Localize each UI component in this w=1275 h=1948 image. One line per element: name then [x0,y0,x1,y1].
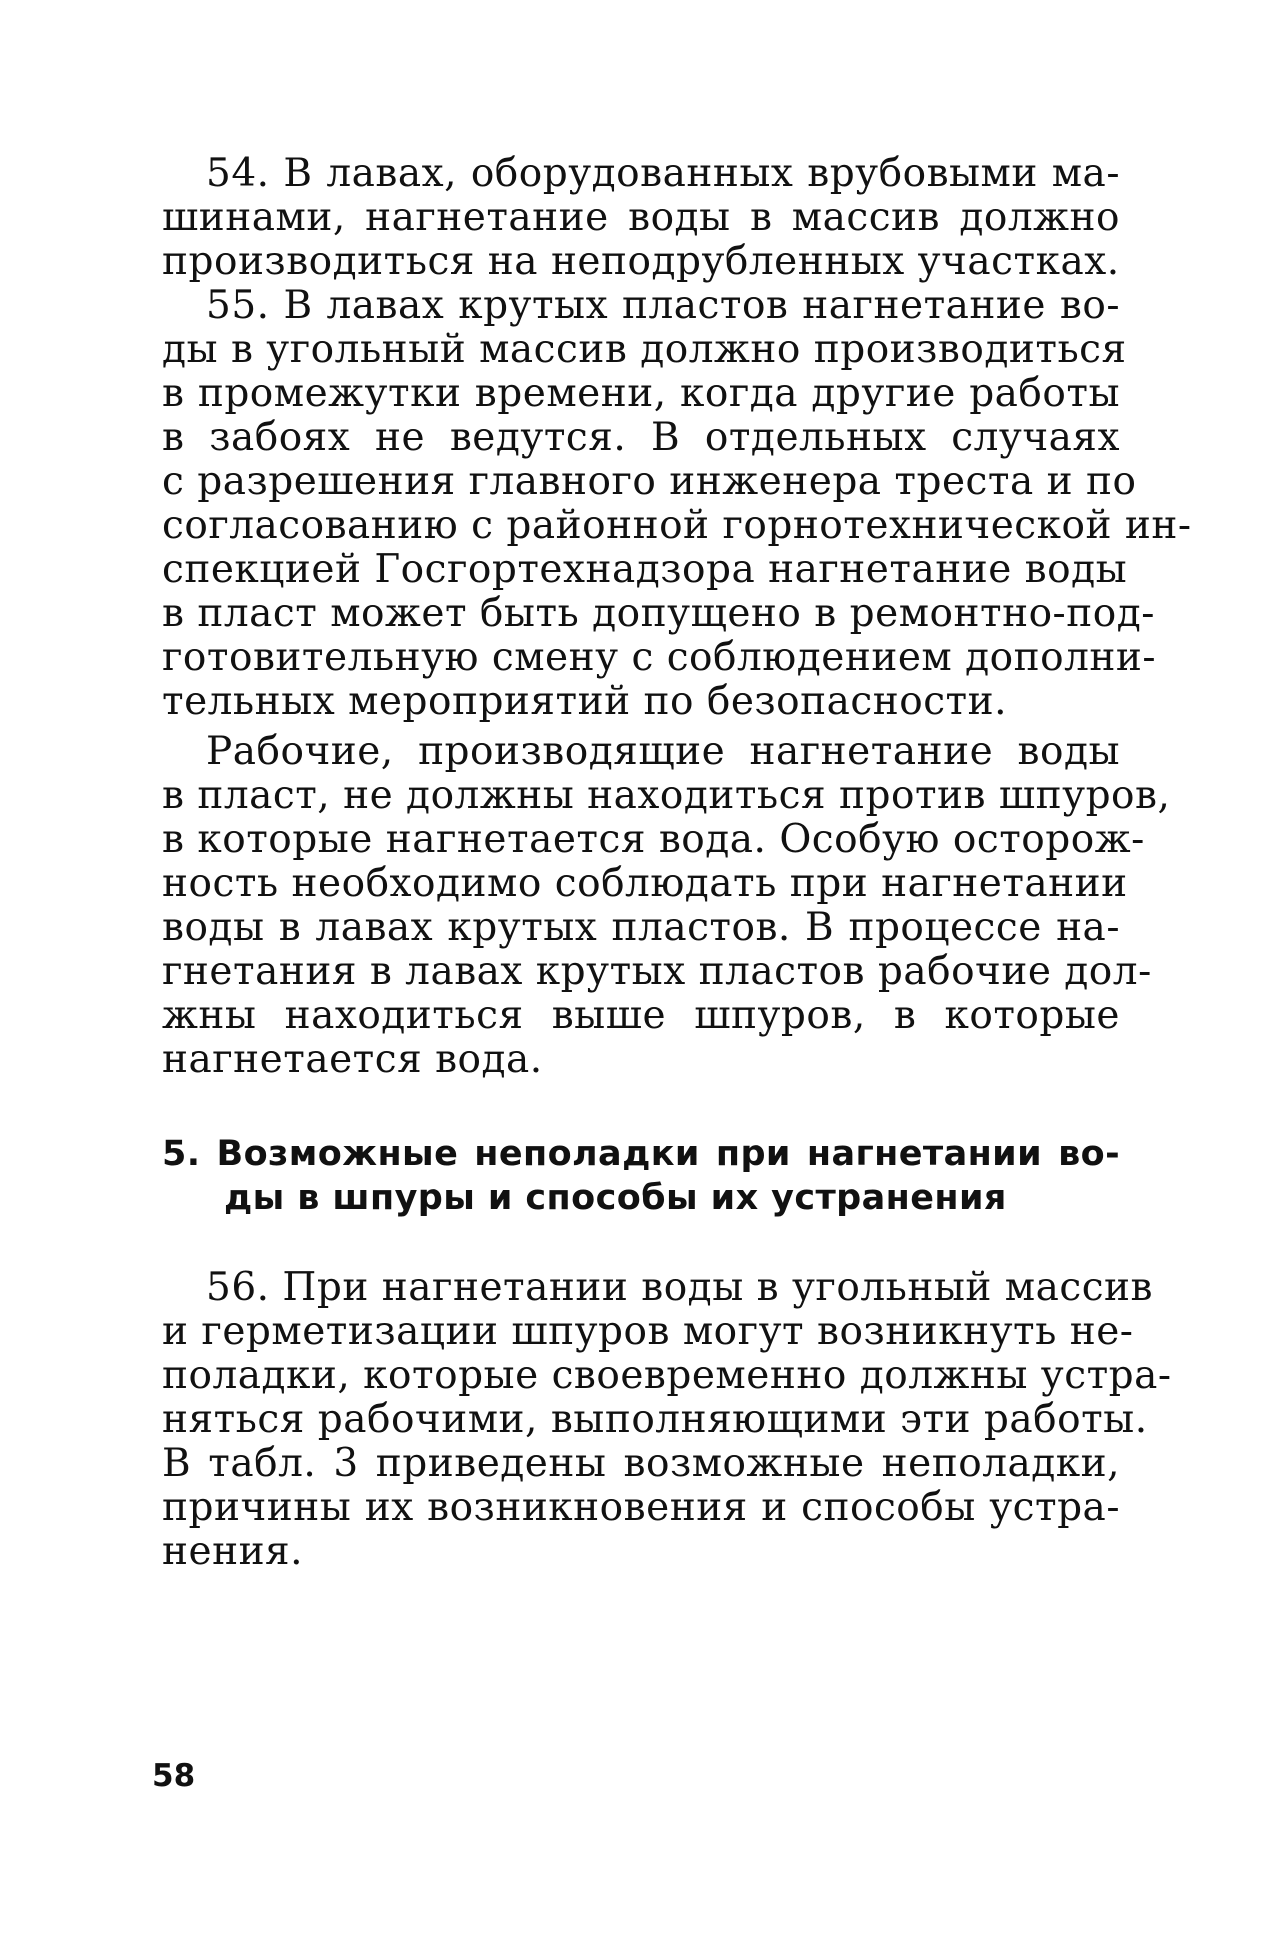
text-line: согласованию с районной горнотехнической ин- [162,503,1192,548]
paragraph-55 [162,283,1192,724]
text-line: в забоях не ведутся. В отдельных случаях [162,415,1120,460]
text-line: няться рабочими, выполняющими эти работы. [162,1397,1148,1442]
text-line: 55. В лавах крутых пластов нагнетание во- [206,283,1120,328]
text-line: воды в лавах крутых пластов. В процессе на- [162,905,1120,950]
text-line: в пласт может быть допущено в ремонтно-под- [162,591,1155,636]
text-line: причины их возникновения и способы устра- [162,1485,1120,1530]
text-line: поладки, которые своевременно должны устра- [162,1353,1172,1398]
paragraph-workers [162,729,1171,1082]
text-line: с разрешения главного инженера треста и по [162,459,1137,504]
text-line: спекцией Госгортехнадзора нагнетание воды [162,547,1128,592]
section-heading-line: ды в шпуры и способы их устранения [224,1178,1007,1218]
page-number: 58 [152,1758,196,1794]
text-line: в промежутки времени, когда другие работы [162,371,1120,416]
paragraph-54 [162,152,1120,284]
page-body [162,151,1192,1574]
text-line: 54. В лавах, оборудованных врубовыми ма- [206,151,1120,196]
text-line: Рабочие, производящие нагнетание воды [206,729,1120,774]
text-line: в которые нагнетается вода. Особую осторож- [162,817,1145,862]
text-line: 56. При нагнетании воды в угольный массив [206,1265,1153,1310]
text-line: В табл. 3 приведены возможные неполадки, [162,1441,1120,1486]
text-line: готовительную смену с соблюдением дополни- [162,635,1157,680]
text-line: ды в угольный массив должно производиться [162,327,1127,372]
text-line: нения. [162,1529,304,1574]
text-line: ность необходимо соблюдать при нагнетании [162,861,1128,906]
text-line: жны находиться выше шпуров, в которые [162,993,1120,1038]
section-heading [162,1132,1120,1220]
text-line: производиться на неподрубленных участках. [162,239,1120,284]
text-line: нагнетается вода. [162,1037,543,1082]
paragraph-56 [162,1265,1172,1574]
text-line: гнетания в лавах крутых пластов рабочие дол- [162,949,1152,994]
text-line: и герметизации шпуров могут возникнуть не- [162,1309,1134,1354]
text-line: тельных мероприятий по безопасности. [162,679,1008,724]
section-heading-line: 5. Возможные неполадки при нагнетании во- [162,1134,1120,1174]
text-line: в пласт, не должны находиться против шпуров, [162,773,1171,818]
text-line: шинами, нагнетание воды в массив должно [162,195,1120,240]
